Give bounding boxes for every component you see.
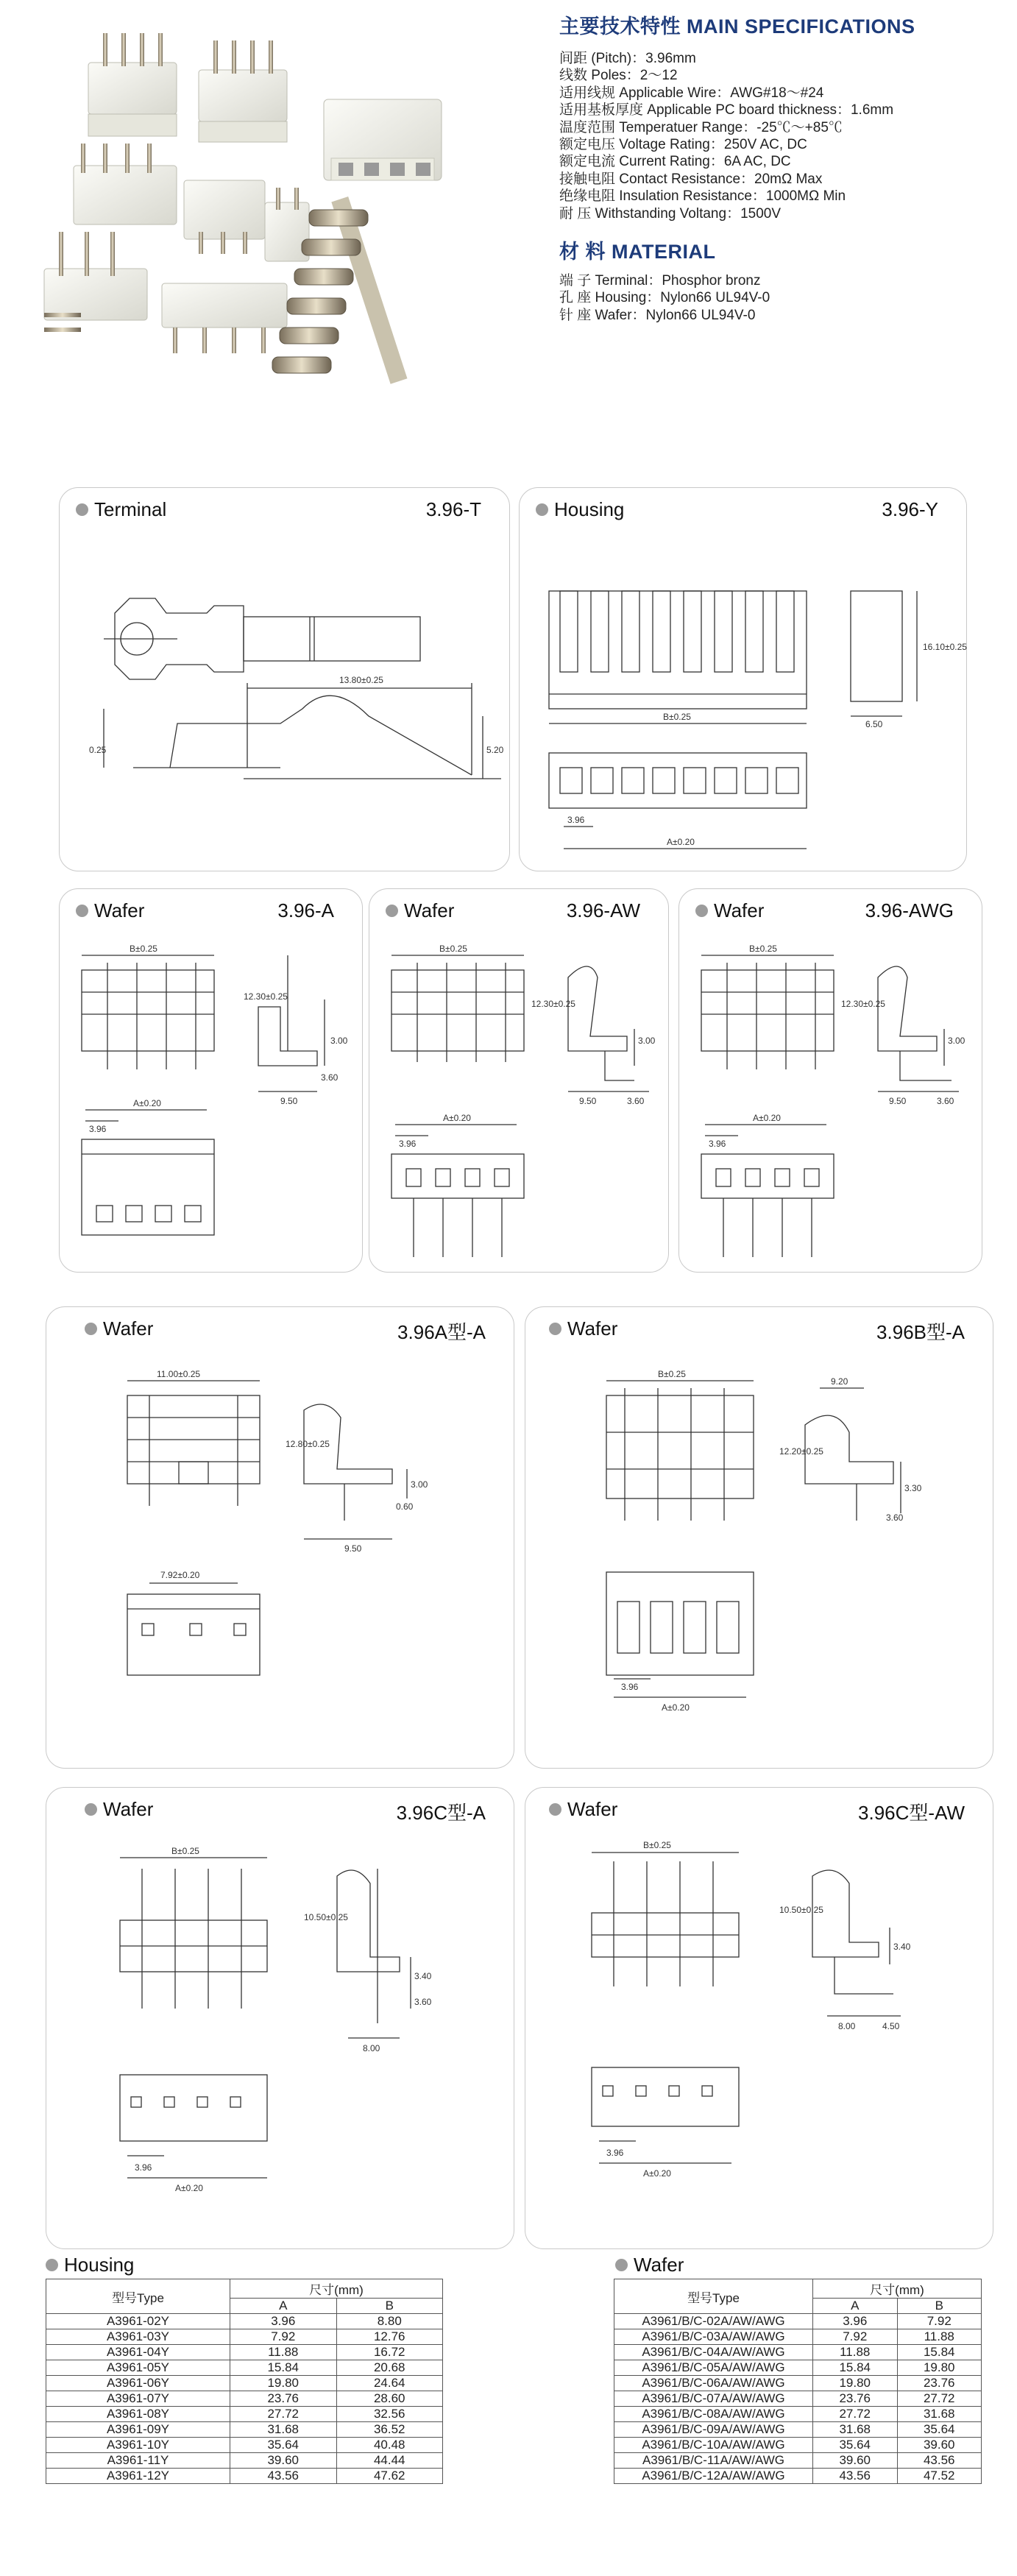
dim-thickness: 0.25 [89, 745, 107, 755]
table-cell: 35.64 [230, 2438, 337, 2453]
dim-a: A±0.20 [667, 837, 695, 847]
spec-voltage: 额定电压 Voltage Rating：250V AC, DC [559, 137, 807, 153]
dim-side-width: 6.50 [865, 719, 883, 729]
dim-3: 9.50 [579, 1096, 597, 1106]
dim-pitch: 3.96 [89, 1124, 107, 1134]
table-cell: A3961-07Y [46, 2391, 230, 2407]
dim-3: 3.30 [904, 1483, 922, 1493]
table-row [46, 2329, 443, 2345]
dim-width: 11.00±0.25 [157, 1369, 201, 1379]
bullet-icon [615, 2259, 628, 2271]
table-row [614, 2345, 982, 2360]
bullet-icon [536, 503, 548, 516]
table-cell: A3961/B/C-12A/AW/AWG [614, 2469, 813, 2484]
panel-title: Terminal [94, 498, 167, 520]
dim-1: 10.50±0.25 [304, 1912, 348, 1922]
spec-withstanding-voltage: 耐 压 Withstanding Voltang：1500V [559, 205, 782, 222]
table-row [614, 2360, 982, 2376]
table-cell: 47.52 [897, 2469, 982, 2484]
dim-pitch: 3.96 [621, 1682, 639, 1692]
spec-poles: 线数 Poles：2～12 [559, 68, 678, 84]
specifications-block [559, 9, 1001, 324]
table-cell: 28.60 [336, 2391, 443, 2407]
housing-drawing [520, 532, 968, 863]
panel-title: Wafer [103, 1317, 154, 1340]
table-cell: A3961/B/C-02A/AW/AWG [614, 2314, 813, 2329]
dim-4: 8.00 [363, 2043, 380, 2053]
dim-a: A±0.20 [753, 1113, 781, 1123]
table-row [46, 2453, 443, 2469]
table-cell: 19.80 [897, 2360, 982, 2376]
main-specifications-title: 主要技术特性 MAIN SPECIFICATIONS [559, 15, 915, 38]
dim-3: 0.60 [396, 1501, 414, 1512]
panel-code: 3.96C型-A [396, 1802, 486, 1824]
bullet-icon [85, 1323, 97, 1335]
spec-board-thickness: 适用基板厚度 Applicable PC board thickness：1.6mm [559, 102, 894, 118]
panel-code: 3.96-A [277, 899, 334, 921]
panel-title: Wafer [714, 899, 765, 921]
dim-3: 8.00 [838, 2021, 856, 2031]
panel-code: 3.96-Y [882, 498, 938, 520]
table-row [614, 2329, 982, 2345]
terminal-panel [59, 487, 510, 871]
table-row [46, 2376, 443, 2391]
dim-b: B±0.25 [749, 944, 777, 954]
table-cell: A3961-08Y [46, 2407, 230, 2422]
table-cell: 23.76 [230, 2391, 337, 2407]
dim-2: 3.60 [321, 1072, 339, 1083]
col-size: 尺寸(mm) [813, 2279, 982, 2299]
wafer-awg-panel [678, 888, 982, 1273]
dim-2: 3.40 [414, 1971, 432, 1981]
dim-pitch: 3.96 [606, 2148, 624, 2158]
dim-b: B±0.25 [663, 712, 691, 722]
dim-b: B±0.25 [658, 1369, 686, 1379]
product-photo [15, 11, 515, 394]
material-list [559, 272, 1001, 324]
spec-wire: 适用线规 Applicable Wire：AWG#18～#24 [559, 85, 824, 101]
table-cell: 7.92 [897, 2314, 982, 2329]
table-row [614, 2391, 982, 2407]
wafer-type-c-aw-panel [525, 1787, 993, 2249]
dim-b: B±0.25 [171, 1846, 199, 1856]
dim-side-height: 16.10±0.25 [923, 642, 967, 652]
wafer-type-a-drawing [46, 1351, 515, 1763]
terminal-drawing [60, 532, 511, 863]
table-cell: 32.56 [336, 2407, 443, 2422]
panel-title: Wafer [567, 1317, 618, 1340]
table-row [614, 2314, 982, 2329]
wafer-a-panel [59, 888, 363, 1273]
table-row [614, 2469, 982, 2484]
table-row [46, 2314, 443, 2329]
spec-contact-resistance: 接触电阻 Contact Resistance：20mΩ Max [559, 171, 823, 187]
table-row [46, 2391, 443, 2407]
bullet-icon [695, 905, 708, 917]
dim-3: 3.00 [330, 1036, 348, 1046]
table-cell: 12.76 [336, 2329, 443, 2345]
col-type: 型号Type [614, 2279, 813, 2314]
table-cell: A3961/B/C-08A/AW/AWG [614, 2407, 813, 2422]
material-terminal: 端 子 Terminal：Phosphor bronz [559, 273, 761, 289]
panel-code: 3.96-AWG [865, 899, 954, 921]
spec-insulation-resistance: 绝缘电阻 Insulation Resistance：1000MΩ Min [559, 188, 846, 205]
dim-length: 13.80±0.25 [339, 675, 383, 685]
table-row [46, 2422, 443, 2438]
wafer-table [614, 2279, 982, 2484]
table-cell: 47.62 [336, 2469, 443, 2484]
dim-4: 3.60 [627, 1096, 645, 1106]
dim-2: 9.20 [831, 1376, 848, 1387]
table-row [46, 2360, 443, 2376]
table-cell: A3961-06Y [46, 2376, 230, 2391]
bullet-icon [85, 1803, 97, 1816]
wafer-type-c-aw-drawing [525, 1832, 994, 2244]
table-row [614, 2376, 982, 2391]
table-row [614, 2453, 982, 2469]
panel-code: 3.96-AW [566, 899, 640, 921]
table-cell: A3961/B/C-06A/AW/AWG [614, 2376, 813, 2391]
panel-title: Wafer [567, 1798, 618, 1820]
table-cell: A3961/B/C-10A/AW/AWG [614, 2438, 813, 2453]
wafer-aw-panel [369, 888, 669, 1273]
table-cell: 3.96 [813, 2314, 898, 2329]
wafer-a-drawing [60, 933, 364, 1264]
bullet-icon [76, 905, 88, 917]
table-cell: 44.44 [336, 2453, 443, 2469]
spec-current: 额定电流 Current Rating：6A AC, DC [559, 154, 791, 170]
dim-1: 12.30±0.25 [841, 999, 885, 1009]
table-cell: 27.72 [897, 2391, 982, 2407]
table-cell: 3.96 [230, 2314, 337, 2329]
dim-pitch: 3.96 [399, 1139, 417, 1149]
table-row [46, 2345, 443, 2360]
panel-title: Wafer [404, 899, 455, 921]
dim-1: 12.80±0.25 [286, 1439, 330, 1449]
housing-table [46, 2279, 443, 2484]
table-cell: A3961-02Y [46, 2314, 230, 2329]
table-cell: 39.60 [897, 2438, 982, 2453]
table-cell: 7.92 [813, 2329, 898, 2345]
table-row [46, 2469, 443, 2484]
dim-b: B±0.25 [643, 1840, 671, 1850]
material-title: 材 料 MATERIAL [559, 241, 716, 263]
table-cell: 31.68 [897, 2407, 982, 2422]
bullet-icon [46, 2259, 58, 2271]
table-cell: A3961-05Y [46, 2360, 230, 2376]
wafer-type-c-drawing [46, 1832, 515, 2244]
col-a: A [813, 2299, 898, 2314]
wafer-type-b-drawing [525, 1351, 994, 1763]
table-cell: 15.84 [813, 2360, 898, 2376]
table-cell: 15.84 [230, 2360, 337, 2376]
bullet-icon [386, 905, 398, 917]
table-cell: 35.64 [813, 2438, 898, 2453]
table-cell: 40.48 [336, 2438, 443, 2453]
material-housing: 孔 座 Housing：Nylon66 UL94V-0 [559, 290, 770, 306]
spec-pitch: 间距 (Pitch)：3.96mm [559, 51, 696, 66]
table-cell: 35.64 [897, 2422, 982, 2438]
housing-table-heading: Housing [64, 2254, 135, 2276]
dim-a: A±0.20 [643, 2168, 671, 2179]
panel-title: Housing [554, 498, 625, 520]
table-cell: A3961/B/C-07A/AW/AWG [614, 2391, 813, 2407]
wafer-awg-drawing [679, 933, 983, 1264]
dim-a: A±0.20 [175, 2183, 203, 2193]
table-row [614, 2422, 982, 2438]
table-cell: A3961/B/C-09A/AW/AWG [614, 2422, 813, 2438]
dim-4: 4.50 [882, 2021, 900, 2031]
specifications-list [559, 50, 1001, 222]
table-row [46, 2438, 443, 2453]
dim-pitch: 3.96 [135, 2162, 152, 2173]
table-cell: 39.60 [230, 2453, 337, 2469]
dim-pitch: 3.96 [567, 815, 585, 825]
col-type: 型号Type [46, 2279, 230, 2314]
dim-a: A±0.20 [133, 1098, 161, 1108]
table-cell: 31.68 [230, 2422, 337, 2438]
wafer-type-b-panel [525, 1306, 993, 1769]
table-row [614, 2438, 982, 2453]
col-a: A [230, 2299, 337, 2314]
table-row [614, 2407, 982, 2422]
panel-code: 3.96A型-A [397, 1321, 486, 1343]
table-cell: A3961-12Y [46, 2469, 230, 2484]
table-cell: 27.72 [813, 2407, 898, 2422]
col-size: 尺寸(mm) [230, 2279, 443, 2299]
table-cell: 23.76 [813, 2391, 898, 2407]
dim-2: 3.00 [638, 1036, 656, 1046]
table-cell: A3961/B/C-04A/AW/AWG [614, 2345, 813, 2360]
dim-a: A±0.20 [662, 1702, 690, 1713]
table-cell: 27.72 [230, 2407, 337, 2422]
dim-4: 3.60 [886, 1512, 904, 1523]
table-cell: 19.80 [230, 2376, 337, 2391]
housing-panel [519, 487, 967, 871]
dim-b: B±0.25 [130, 944, 157, 954]
table-cell: 39.60 [813, 2453, 898, 2469]
dim-b: B±0.25 [439, 944, 467, 954]
panel-code: 3.96C型-AW [858, 1802, 965, 1824]
panel-code: 3.96-T [425, 498, 481, 520]
dim-pitch: 7.92±0.20 [160, 1570, 200, 1580]
table-cell: 8.80 [336, 2314, 443, 2329]
panel-title: Wafer [103, 1798, 154, 1820]
spec-temperature: 温度范围 Temperatuer Range：-25℃～+85℃ [559, 119, 843, 135]
panel-title: Wafer [94, 899, 145, 921]
table-cell: 16.72 [336, 2345, 443, 2360]
table-cell: 36.52 [336, 2422, 443, 2438]
wafer-table-heading: Wafer [634, 2254, 684, 2276]
table-cell: 11.88 [813, 2345, 898, 2360]
wafer-aw-drawing [369, 933, 670, 1264]
table-cell: A3961/B/C-03A/AW/AWG [614, 2329, 813, 2345]
dim-1: 10.50±0.25 [779, 1905, 823, 1915]
table-cell: 19.80 [813, 2376, 898, 2391]
dim-height: 5.20 [486, 745, 504, 755]
dim-1: 12.30±0.25 [244, 991, 288, 1002]
wafer-type-c-panel [46, 1787, 514, 2249]
dim-3: 9.50 [889, 1096, 907, 1106]
table-cell: 15.84 [897, 2345, 982, 2360]
dim-3: 3.60 [414, 1997, 432, 2007]
table-cell: A3961-11Y [46, 2453, 230, 2469]
bullet-icon [76, 503, 88, 516]
bullet-icon [549, 1323, 561, 1335]
table-cell: 23.76 [897, 2376, 982, 2391]
bullet-icon [549, 1803, 561, 1816]
table-cell: 11.88 [230, 2345, 337, 2360]
material-wafer: 针 座 Wafer：Nylon66 UL94V-0 [559, 307, 756, 323]
dim-a: A±0.20 [443, 1113, 471, 1123]
dim-1: 12.30±0.25 [531, 999, 575, 1009]
table-cell: 11.88 [897, 2329, 982, 2345]
dim-2: 3.00 [948, 1036, 965, 1046]
dim-2: 3.00 [411, 1479, 428, 1490]
table-cell: A3961-03Y [46, 2329, 230, 2345]
dim-pitch: 3.96 [709, 1139, 726, 1149]
table-cell: 43.56 [230, 2469, 337, 2484]
table-cell: A3961-10Y [46, 2438, 230, 2453]
col-b: B [897, 2299, 982, 2314]
table-cell: 20.68 [336, 2360, 443, 2376]
dim-1: 12.20±0.25 [779, 1446, 823, 1457]
table-cell: 43.56 [813, 2469, 898, 2484]
table-cell: 31.68 [813, 2422, 898, 2438]
table-cell: A3961/B/C-05A/AW/AWG [614, 2360, 813, 2376]
dim-4: 3.60 [937, 1096, 954, 1106]
table-cell: 43.56 [897, 2453, 982, 2469]
table-cell: 24.64 [336, 2376, 443, 2391]
table-cell: A3961-04Y [46, 2345, 230, 2360]
table-cell: A3961/B/C-11A/AW/AWG [614, 2453, 813, 2469]
panel-code: 3.96B型-A [876, 1321, 965, 1343]
table-cell: A3961-09Y [46, 2422, 230, 2438]
dim-4: 9.50 [344, 1543, 362, 1554]
dim-2: 3.40 [893, 1942, 911, 1952]
col-b: B [336, 2299, 443, 2314]
table-cell: 7.92 [230, 2329, 337, 2345]
dim-4: 9.50 [280, 1096, 298, 1106]
wafer-type-a-panel [46, 1306, 514, 1769]
table-row [46, 2407, 443, 2422]
